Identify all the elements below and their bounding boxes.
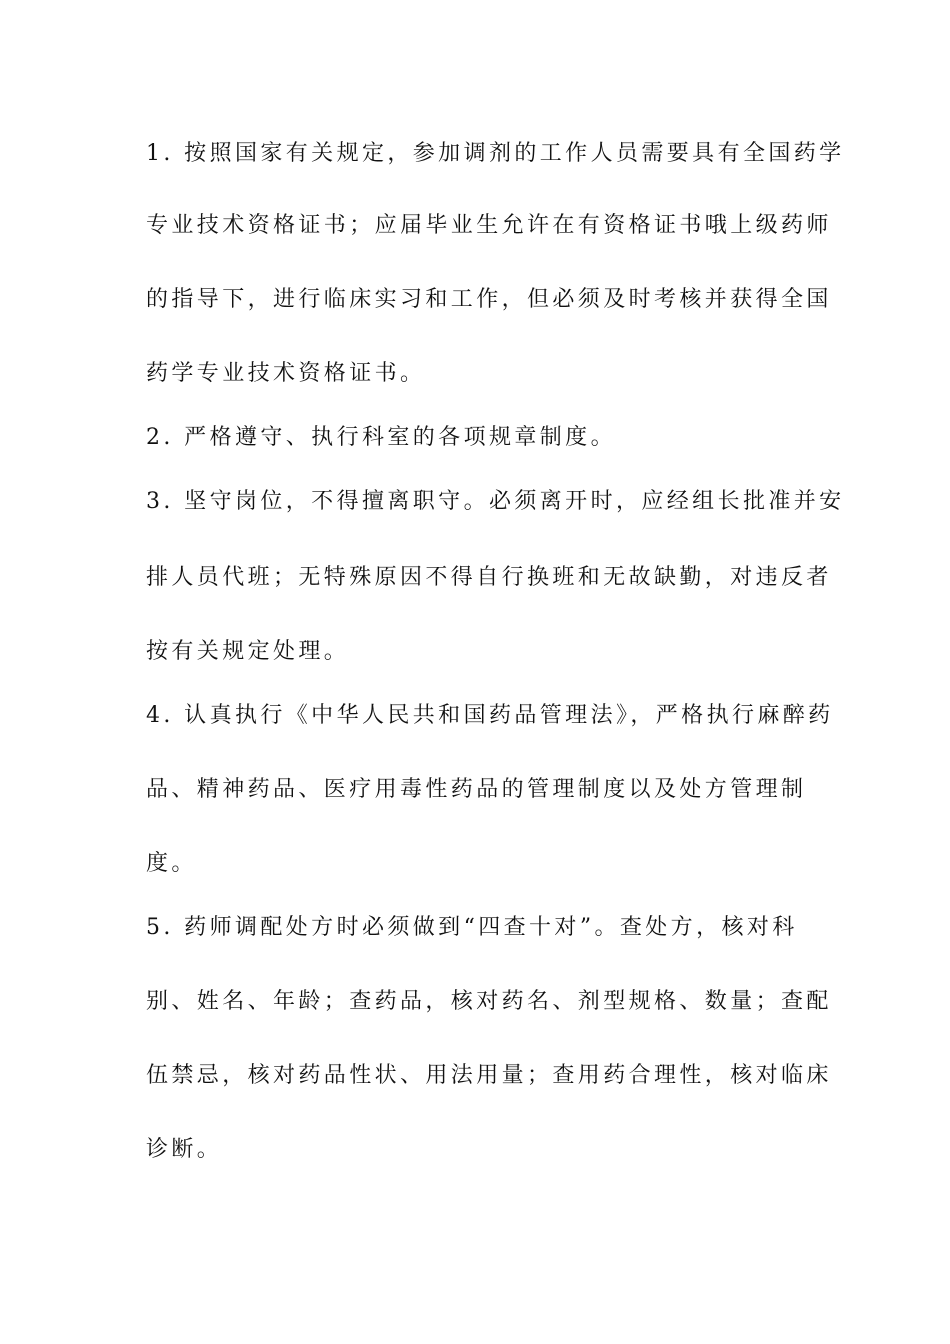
text-line-item-5-d: 诊断。 — [146, 1137, 223, 1162]
text-line-item-1-a: 1. 按照国家有关规定，参加调剂的工作人员需要具有全国药学 — [146, 141, 845, 166]
text-line-item-4-a: 4. 认真执行《中华人民共和国药品管理法》，严格执行麻醉药 — [146, 703, 834, 728]
text-line-item-5-a: 5. 药师调配处方时必须做到“四查十对”。查处方，核对科 — [146, 915, 798, 940]
text-line-item-3-b: 排人员代班；无特殊原因不得自行换班和无故缺勤，对违反者 — [146, 565, 832, 590]
text-line-item-4-c: 度。 — [146, 851, 197, 876]
text-line-item-5-b: 别、姓名、年龄；查药品，核对药名、剂型规格、数量；查配 — [146, 989, 832, 1014]
text-line-item-4-b: 品、精神药品、医疗用毒性药品的管理制度以及处方管理制 — [146, 777, 807, 802]
text-line-item-1-b: 专业技术资格证书；应届毕业生允许在有资格证书哦上级药师 — [146, 213, 832, 238]
text-line-item-3-a: 3. 坚守岗位，不得擅离职守。必须离开时，应经组长批准并安 — [146, 489, 845, 514]
text-line-item-2: 2. 严格遵守、执行科室的各项规章制度。 — [146, 425, 616, 450]
text-line-item-3-c: 按有关规定处理。 — [146, 639, 350, 664]
text-line-item-5-c: 伍禁忌，核对药品性状、用法用量；查用药合理性，核对临床 — [146, 1063, 832, 1088]
text-line-item-1-d: 药学专业技术资格证书。 — [146, 361, 426, 386]
text-line-item-1-c: 的指导下，进行临床实习和工作，但必须及时考核并获得全国 — [146, 287, 832, 312]
